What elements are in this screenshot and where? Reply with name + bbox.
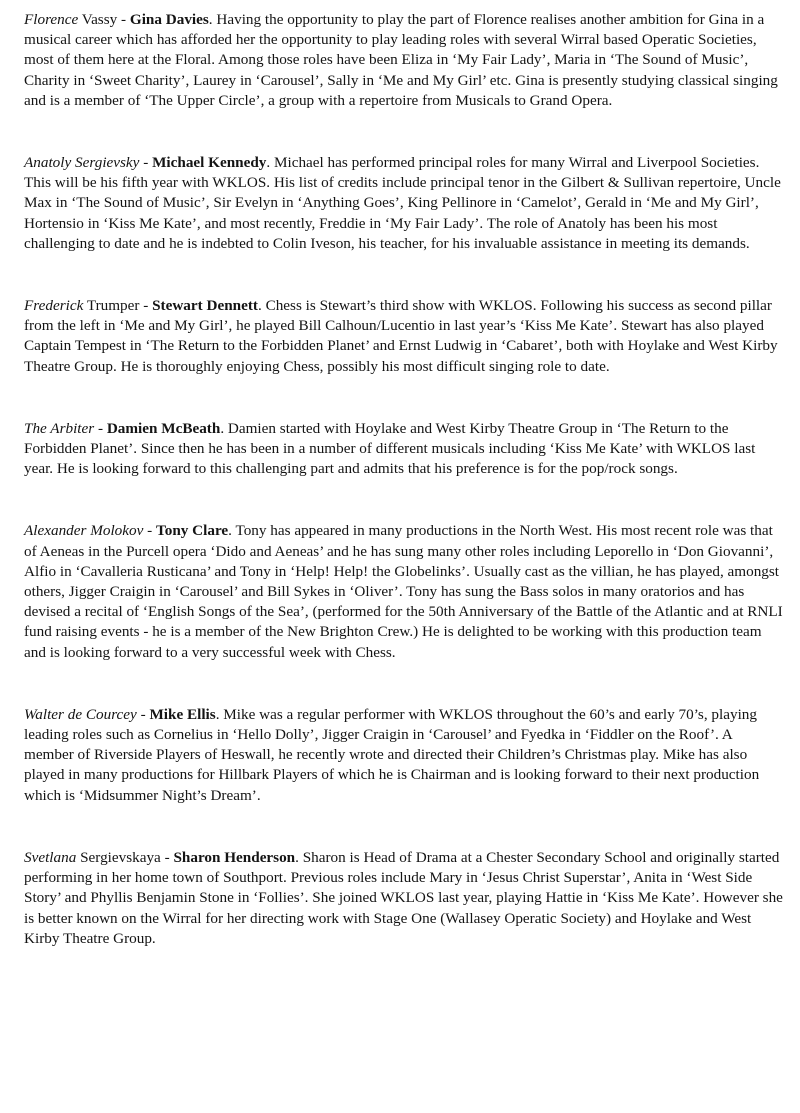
bio-svetlana	[24, 848, 784, 949]
actor-name: Stewart Dennett	[152, 297, 258, 315]
bio-text: . Sharon is Head of Drama at a Chester Secondary School and originally started performing in her home town of Southport. Previous roles include Mary in ‘Jesus Christ Superstar’, Anita in ‘West Side Story’ and Phyllis Benjamin Stone in ‘Follies’. She joined WKLOS last year, playing Hattie in ‘Kiss Me Kate’. However she is better known on the Wirral for her directing work with Stage One (Wallasey Operatic Society) and Hoylake and West Kirby Theatre Group.	[24, 848, 783, 947]
bio-anatoly	[24, 153, 784, 254]
bio-text: . Tony has appeared in many productions in the North West. His most recent role was that of Aeneas in the Purcell opera ‘Dido and Aeneas’ and he has sung many other roles including Leporello in ‘Don Giovanni’, Alfio in ‘Cavalleria Rusticana’ and Tony in ‘Help! Help! the Globelinks’. Usually cast as the villian, he has played, amongst others, Jigger Craigin in ‘Carousel’ and Bill Sykes in ‘Oliver’. Tony has sung the Bass solos in many oratorios and has devised a recital of ‘English Songs of the Sea’, (performed for the 50th Anniversary of the Battle of the Atlantic and at RNLI fund raising events - he is a member of the New Brighton Crew.) He is delighted to be working with this production team and is looking forward to a very successful week with Chess.	[24, 522, 783, 661]
character-name: Frederick	[24, 297, 84, 315]
character-surname: Arbiter	[46, 419, 95, 437]
actor-name: Michael Kennedy	[152, 154, 267, 172]
bio-text: . Chess is Stewart’s third show with WKLOS. Following his success as second pillar from the left in ‘Me and My Girl’, he played Bill Calhoun/Lucentio in last year’s ‘Kiss Me Kate’. Stewart has also played Captain Tempest in ‘The Return to the Forbidden Planet’ and Ernst Ludwig in ‘Cabaret’, both with Hoylake and West Kirby Theatre Group. He is thoroughly enjoying Chess, possibly his most difficult singing role to date.	[24, 297, 778, 375]
actor-name: Mike Ellis	[149, 705, 216, 723]
character-name: Alexander	[24, 522, 87, 540]
bio-florence	[24, 10, 784, 111]
character-name: Florence	[24, 11, 79, 28]
character-surname: de Courcey	[63, 705, 137, 723]
character-surname: Sergievsky	[71, 154, 140, 172]
character-name: Anatoly	[24, 154, 72, 172]
actor-name: Sharon Henderson	[173, 848, 296, 866]
character-name: The	[24, 419, 47, 437]
bio-walter	[24, 705, 784, 806]
actor-name: Damien McBeath	[106, 419, 221, 437]
character-surname: Molokov	[86, 522, 144, 540]
character-name: Walter	[24, 705, 64, 723]
character-surname: Vassy	[78, 11, 118, 28]
bio-text: . Michael has performed principal roles for many Wirral and Liverpool Societies. This will be his fifth year with WKLOS. His list of credits include principal tenor in the Gilbert & Sullivan repertoire, Uncle Max in ‘The Sound of Music’, Sir Evelyn in ‘Anything Goes’, King Pellinore in ‘Camelot’, Gerald in ‘Me and My Girl’, Hortensio in ‘Kiss Me Kate’, and most recently, Freddie in ‘My Fair Lady’. The role of Anatoly has been his most challenging to date and he is indebted to Colin Iveson, his teacher, for his invaluable assistance in meeting its demands.	[24, 154, 781, 252]
separator: -	[143, 522, 157, 540]
character-name: Svetlana	[24, 848, 77, 866]
bio-arbiter	[24, 419, 784, 480]
separator: -	[94, 419, 107, 437]
actor-name: Tony Clare	[156, 522, 229, 540]
bio-molokov	[24, 521, 784, 662]
bio-text: . Having the opportunity to play the part of Florence realises another ambition for Gina in a musical career which has afforded her the opportunity to play leading roles with several Wirral based Operatic Societies, most of them here at the Floral. Among those roles have been Eliza in ‘My Fair Lady’, Maria in ‘The Sound of Music’, Charity in ‘Sweet Charity’, Laurey in ‘Carousel’, Sally in ‘Me and My Girl’ etc. Gina is presently studying classical singing and is a member of ‘The Upper Circle’, a group with a repertoire from Musicals to Grand Opera.	[24, 11, 778, 109]
cast-biographies	[24, 10, 784, 949]
separator: -	[139, 297, 153, 315]
character-surname: Sergievskaya	[76, 848, 161, 866]
bio-frederick	[24, 296, 784, 377]
separator: -	[136, 705, 150, 723]
separator: -	[139, 154, 153, 172]
character-surname: Trumper	[83, 297, 140, 315]
separator: -	[160, 848, 174, 866]
actor-name: Gina Davies	[129, 11, 209, 28]
bio-text: . Mike was a regular performer with WKLOS throughout the 60’s and early 70’s, playing leading roles such as Cornelius in ‘Hello Dolly’, Jigger Craigin in ‘Carousel’ and Fyedka in ‘Fiddler on the Roof’. A member of Riverside Players of Heswall, he recently wrote and directed their Children’s Christmas play. Mike has also played in many productions for Hillbark Players of which he is Chairman and is looking forward to their next production which is ‘Midsummer Night’s Dream’.	[24, 705, 760, 804]
bio-text: . Damien started with Hoylake and West Kirby Theatre Group in ‘The Return to the Forbidden Planet’. Since then he has been in a number of different musicals including ‘Kiss Me Kate’ with WKLOS last year. He is looking forward to this challenging part and admits that his preference is for the pop/rock songs.	[24, 419, 756, 478]
separator: -	[117, 11, 130, 28]
